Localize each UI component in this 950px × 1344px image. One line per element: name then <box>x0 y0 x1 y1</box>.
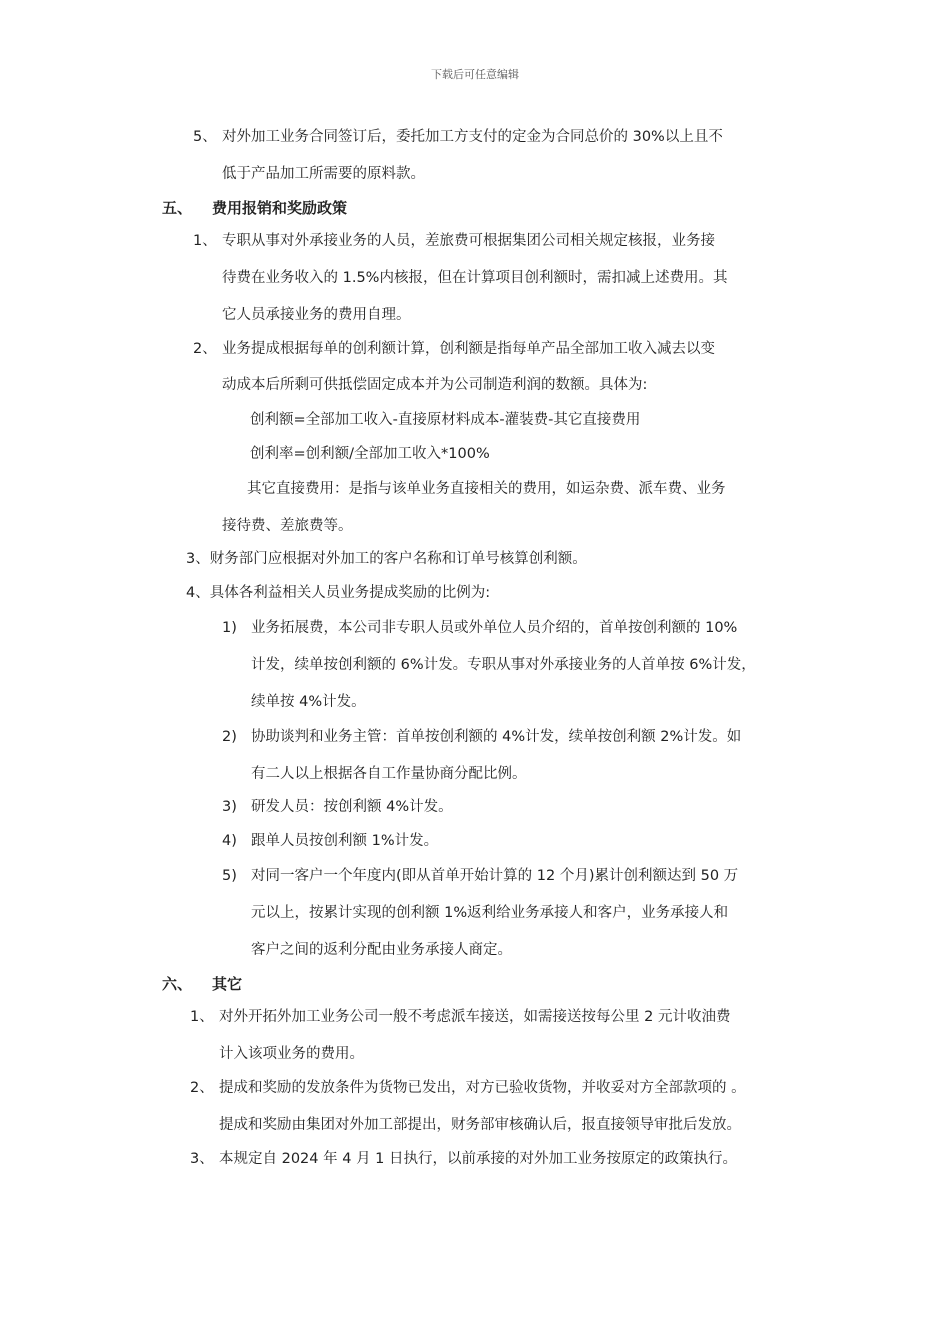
sub-item-number: 2) <box>222 729 237 745</box>
item-number: 1、 <box>190 1009 214 1025</box>
paragraph-line: 客户之间的返利分配由业务承接人商定。 <box>251 942 512 958</box>
paragraph-line: 跟单人员按创利额 1%计发。 <box>251 833 439 849</box>
formula-line: 创利率=创利额/全部加工收入*100% <box>250 446 490 462</box>
item-number: 1、 <box>193 233 217 249</box>
paragraph-line: 计发，续单按创利额的 6%计发。专职从事对外承接业务的人首单按 6%计发， <box>251 657 756 673</box>
paragraph-line: 计入该项业务的费用。 <box>219 1046 364 1062</box>
paragraph-line: 对同一客户一个年度内(即从首单开始计算的 12 个月)累计创利额达到 50 万 <box>251 868 739 884</box>
section-title: 其它 <box>212 975 243 993</box>
paragraph-line: 提成和奖励的发放条件为货物已发出，对方已验收货物，并收妥对方全部款项的 。 <box>219 1080 746 1096</box>
paragraph-line: 接待费、差旅费等。 <box>222 518 353 534</box>
paragraph-line: 业务提成根据每单的创利额计算，创利额是指每单产品全部加工收入减去以变 <box>222 341 715 357</box>
sub-item-number: 3) <box>222 799 237 815</box>
section-number: 五、 <box>162 199 193 217</box>
paragraph-line: 对外开拓外加工业务公司一般不考虑派车接送，如需接送按每公里 2 元计收油费 <box>219 1009 731 1025</box>
paragraph-line: 低于产品加工所需要的原料款。 <box>222 166 425 182</box>
paragraph-line: 本规定自 2024 年 4 月 1 日执行，以前承接的对外加工业务按原定的政策执行。 <box>219 1151 738 1167</box>
paragraph-line: 3、财务部门应根据对外加工的客户名称和订单号核算创利额。 <box>186 551 587 567</box>
item-number: 2、 <box>190 1080 214 1096</box>
paragraph-line: 元以上，按累计实现的创利额 1%返利给业务承接人和客户，业务承接人和 <box>251 905 729 921</box>
item-number: 5、 <box>193 129 217 145</box>
item-number: 2、 <box>193 341 217 357</box>
paragraph-line: 提成和奖励由集团对外加工部提出，财务部审核确认后，报直接领导审批后发放。 <box>219 1117 741 1133</box>
paragraph-line: 续单按 4%计发。 <box>251 694 366 710</box>
paragraph-line: 研发人员：按创利额 4%计发。 <box>251 799 453 815</box>
paragraph-line: 它人员承接业务的费用自理。 <box>222 307 411 323</box>
paragraph-line: 对外加工业务合同签订后，委托加工方支付的定金为合同总价的 30%以上且不 <box>222 129 723 145</box>
paragraph-line: 协助谈判和业务主管：首单按创利额的 4%计发，续单按创利额 2%计发。如 <box>251 729 742 745</box>
paragraph-line: 专职从事对外承接业务的人员，差旅费可根据集团公司相关规定核报，业务接 <box>222 233 715 249</box>
section-number: 六、 <box>162 975 193 993</box>
sub-item-number: 1) <box>222 620 237 636</box>
item-number: 3、 <box>190 1151 214 1167</box>
paragraph-line: 4、具体各利益相关人员业务提成奖励的比例为: <box>186 585 491 601</box>
paragraph-line: 待费在业务收入的 1.5%内核报，但在计算项目创利额时，需扣减上述费用。其 <box>222 270 728 286</box>
page-header: 下载后可任意编辑 <box>431 68 519 81</box>
paragraph-line: 有二人以上根据各自工作量协商分配比例。 <box>251 766 527 782</box>
paragraph-line: 动成本后所剩可供抵偿固定成本并为公司制造利润的数额。具体为: <box>222 377 648 393</box>
formula-line: 创利额=全部加工收入-直接原材料成本-灌装费-其它直接费用 <box>250 412 641 428</box>
sub-item-number: 4) <box>222 833 237 849</box>
paragraph-line: 其它直接费用：是指与该单业务直接相关的费用，如运杂费、派车费、业务 <box>247 481 726 497</box>
section-title: 费用报销和奖励政策 <box>212 199 348 217</box>
paragraph-line: 业务拓展费，本公司非专职人员或外单位人员介绍的，首单按创利额的 10% <box>251 620 738 636</box>
sub-item-number: 5) <box>222 868 237 884</box>
